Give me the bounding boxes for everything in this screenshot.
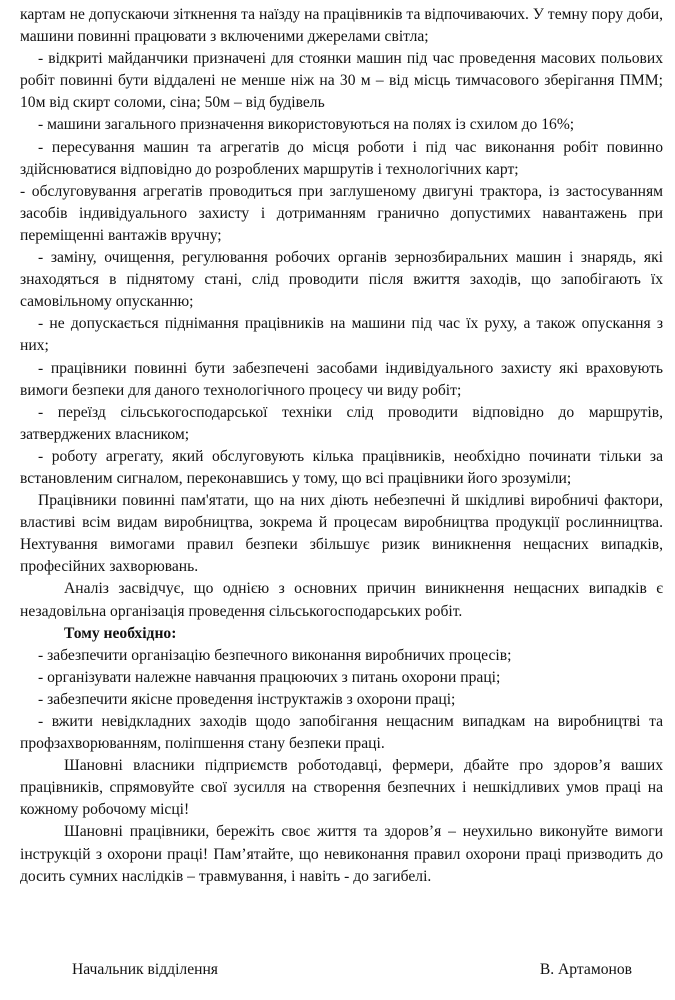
list-item-maintenance: - обслуговування агрегатів проводиться при заглушеному двигуні трактора, із застосуванням засобів індивідуального захисту і дотриманням гранично допустимих навантажень при переміщенні вантажів вручну; — [20, 182, 663, 244]
paragraph-appeal-owners: Шановні власники підприємств роботодавці, фермери, дбайте про здоров’я ваших працівників, спрямовуйте свої зусилля на створення безпечних і нешкідливих умов праці на кожному робочому місці! — [20, 757, 663, 819]
list-item-parking-areas: - відкриті майданчики призначені для стоянки машин під час проведення масових польових робіт повинні бути віддалені не менше ніж на 30 м – від місць тимчасового зберігання ПММ; 10м від скирт соломи, сіна; 50м – від будівель — [20, 50, 663, 112]
signature-name: В. Артамонов — [539, 961, 632, 978]
document-body — [20, 4, 663, 888]
list-item-signal: - роботу агрегату, який обслуговують кілька працівників, необхідно починати тільки за встановленим сигналом, переконавшись у тому, що всі працівники його зрозуміли; — [20, 447, 663, 487]
paragraph-continuation: картам не допускаючи зіткнення та наїзду на працівників та відпочиваючих. У темну пору доби, машини повинні працювати з включеними джерелами світла; — [20, 6, 663, 46]
list-item-prevention: - вжити невідкладних заходів щодо запобігання нещасним випадкам на виробництві та профзахворюванням, поліпшення стану безпеки праці. — [20, 713, 663, 753]
paragraph-hazards: Працівники повинні пам'ятати, що на них діють небезпечні й шкідливі виробничі фактори, властиві всім видам виробництва, зокрема й процесам виробництва продукції рослинництва. Нехтування вимогами правил безпеки збільшує ризик виникнення нещасних випадків, професійних захворювань. — [20, 492, 663, 576]
signature-position: Начальник відділення — [72, 961, 218, 978]
signature-block — [72, 961, 632, 979]
list-item-routes: - пересування машин та агрегатів до місця роботи і під час виконання робіт повинно здійснюватися відповідно до розроблених маршрутів і технологічних карт; — [20, 138, 663, 178]
list-item-relocation: - переїзд сільськогосподарської техніки слід проводити відповідно до маршрутів, затверджених власником; — [20, 403, 663, 443]
list-item-organization: - забезпечити організацію безпечного виконання виробничих процесів; — [38, 646, 512, 664]
heading-necessary: Тому необхідно: — [64, 624, 177, 642]
paragraph-appeal-workers: Шановні працівники, бережіть своє життя та здоров’я – неухильно виконуйте вимоги інструкцій з охорони праці! Пам’ятайте, що невиконання правил охорони праці призводить до досить сумних наслідків – травмування, і навіть - до загибелі. — [20, 823, 663, 885]
paragraph-analysis: Аналіз засвідчує, що однією з основних причин виникнення нещасних випадків є незадовільна організація проведення сільськогосподарських робіт. — [20, 580, 663, 620]
list-item-training: - організувати належне навчання працюючих з питань охорони праці; — [38, 668, 501, 686]
list-item-slope-limit: - машини загального призначення використовуються на полях із схилом до 16%; — [38, 116, 575, 134]
list-item-adjustment: - заміну, очищення, регулювання робочих органів зернозбиральних машин і знарядь, які знаходяться в піднятому стані, слід проводити після вжиття заходів, що запобігають їх самовільному опусканню; — [20, 249, 663, 311]
list-item-protective-equipment: - працівники повинні бути забезпечені засобами індивідуального захисту які враховують вимоги безпеки для даного технологічного процесу чи виду робіт; — [20, 359, 663, 399]
list-item-no-lifting: - не допускається піднімання працівників на машини під час їх руху, а також опускання з них; — [20, 315, 663, 355]
list-item-briefings: - забезпечити якісне проведення інструктажів з охорони праці; — [38, 690, 456, 708]
